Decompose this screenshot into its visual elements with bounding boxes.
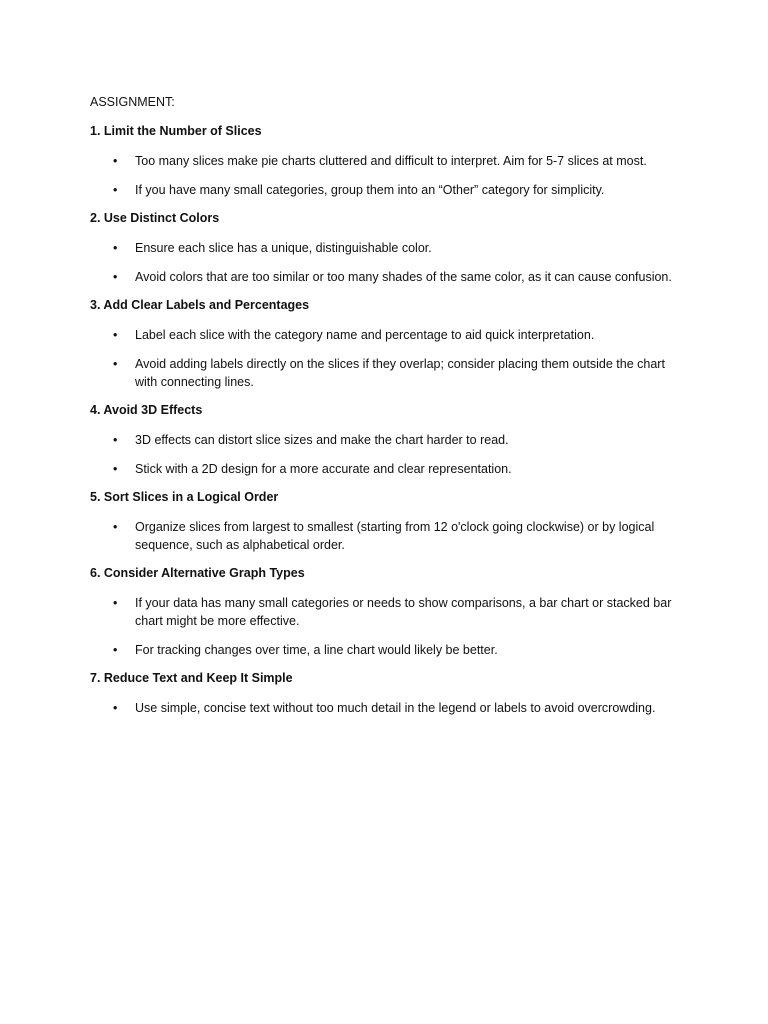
section-heading: 5. Sort Slices in a Logical Order — [90, 490, 279, 504]
section-heading: 2. Use Distinct Colors — [90, 211, 220, 225]
list-item — [90, 431, 690, 449]
bullet-list — [90, 594, 690, 659]
list-item — [90, 460, 690, 478]
list-item — [90, 641, 690, 659]
list-item-text: Organize slices from largest to smallest (starting from 12 o'clock going clockwise) or by logical sequence, such as alphabetical order. — [135, 520, 655, 552]
bullet-icon: • — [113, 462, 118, 476]
bullet-icon: • — [113, 154, 118, 168]
list-item — [90, 152, 690, 170]
bullet-icon: • — [113, 241, 118, 255]
list-item-text: If your data has many small categories or needs to show comparisons, a bar chart or stacked bar chart might be more effective. — [135, 596, 672, 628]
bullet-icon: • — [113, 596, 118, 610]
bullet-list — [90, 518, 690, 554]
section-1 — [90, 123, 690, 199]
list-item-text: Avoid adding labels directly on the slices if they overlap; consider placing them outside the chart with connecting lines. — [135, 357, 665, 389]
section-heading: 1. Limit the Number of Slices — [90, 124, 262, 138]
section-3 — [90, 297, 690, 391]
list-item-text: Ensure each slice has a unique, distinguishable color. — [135, 241, 432, 255]
bullet-icon: • — [113, 701, 118, 715]
list-item-text: 3D effects can distort slice sizes and make the chart harder to read. — [135, 433, 509, 447]
document-title: ASSIGNMENT: — [90, 95, 175, 109]
bullet-icon: • — [113, 328, 118, 342]
section-6 — [90, 565, 690, 659]
bullet-icon: • — [113, 183, 118, 197]
list-item-text: Too many slices make pie charts cluttered and difficult to interpret. Aim for 5-7 slices at most. — [135, 154, 647, 168]
bullet-list — [90, 326, 690, 391]
section-heading: 4. Avoid 3D Effects — [90, 403, 203, 417]
section-2 — [90, 210, 690, 286]
list-item-text: Avoid colors that are too similar or too many shades of the same color, as it can cause confusion. — [135, 270, 672, 284]
list-item — [90, 594, 690, 630]
section-4 — [90, 402, 690, 478]
list-item-text: If you have many small categories, group them into an “Other” category for simplicity. — [135, 183, 605, 197]
bullet-list — [90, 152, 690, 199]
list-item-text: Stick with a 2D design for a more accurate and clear representation. — [135, 462, 512, 476]
bullet-list — [90, 239, 690, 286]
list-item-text: Use simple, concise text without too much detail in the legend or labels to avoid overcrowding. — [135, 701, 656, 715]
bullet-icon: • — [113, 520, 118, 534]
list-item — [90, 699, 690, 717]
section-heading: 3. Add Clear Labels and Percentages — [90, 298, 310, 312]
section-7 — [90, 670, 690, 717]
section-5 — [90, 489, 690, 554]
list-item — [90, 239, 690, 257]
list-item-text: For tracking changes over time, a line chart would likely be better. — [135, 643, 498, 657]
bullet-list — [90, 431, 690, 478]
document-body — [90, 94, 690, 728]
list-item — [90, 355, 690, 391]
bullet-icon: • — [113, 433, 118, 447]
bullet-icon: • — [113, 270, 118, 284]
list-item — [90, 518, 690, 554]
list-item-text: Label each slice with the category name and percentage to aid quick interpretation. — [135, 328, 595, 342]
bullet-list — [90, 699, 690, 717]
bullet-icon: • — [113, 643, 118, 657]
list-item — [90, 268, 690, 286]
list-item — [90, 326, 690, 344]
bullet-icon: • — [113, 357, 118, 371]
list-item — [90, 181, 690, 199]
section-heading: 7. Reduce Text and Keep It Simple — [90, 671, 293, 685]
section-heading: 6. Consider Alternative Graph Types — [90, 566, 305, 580]
